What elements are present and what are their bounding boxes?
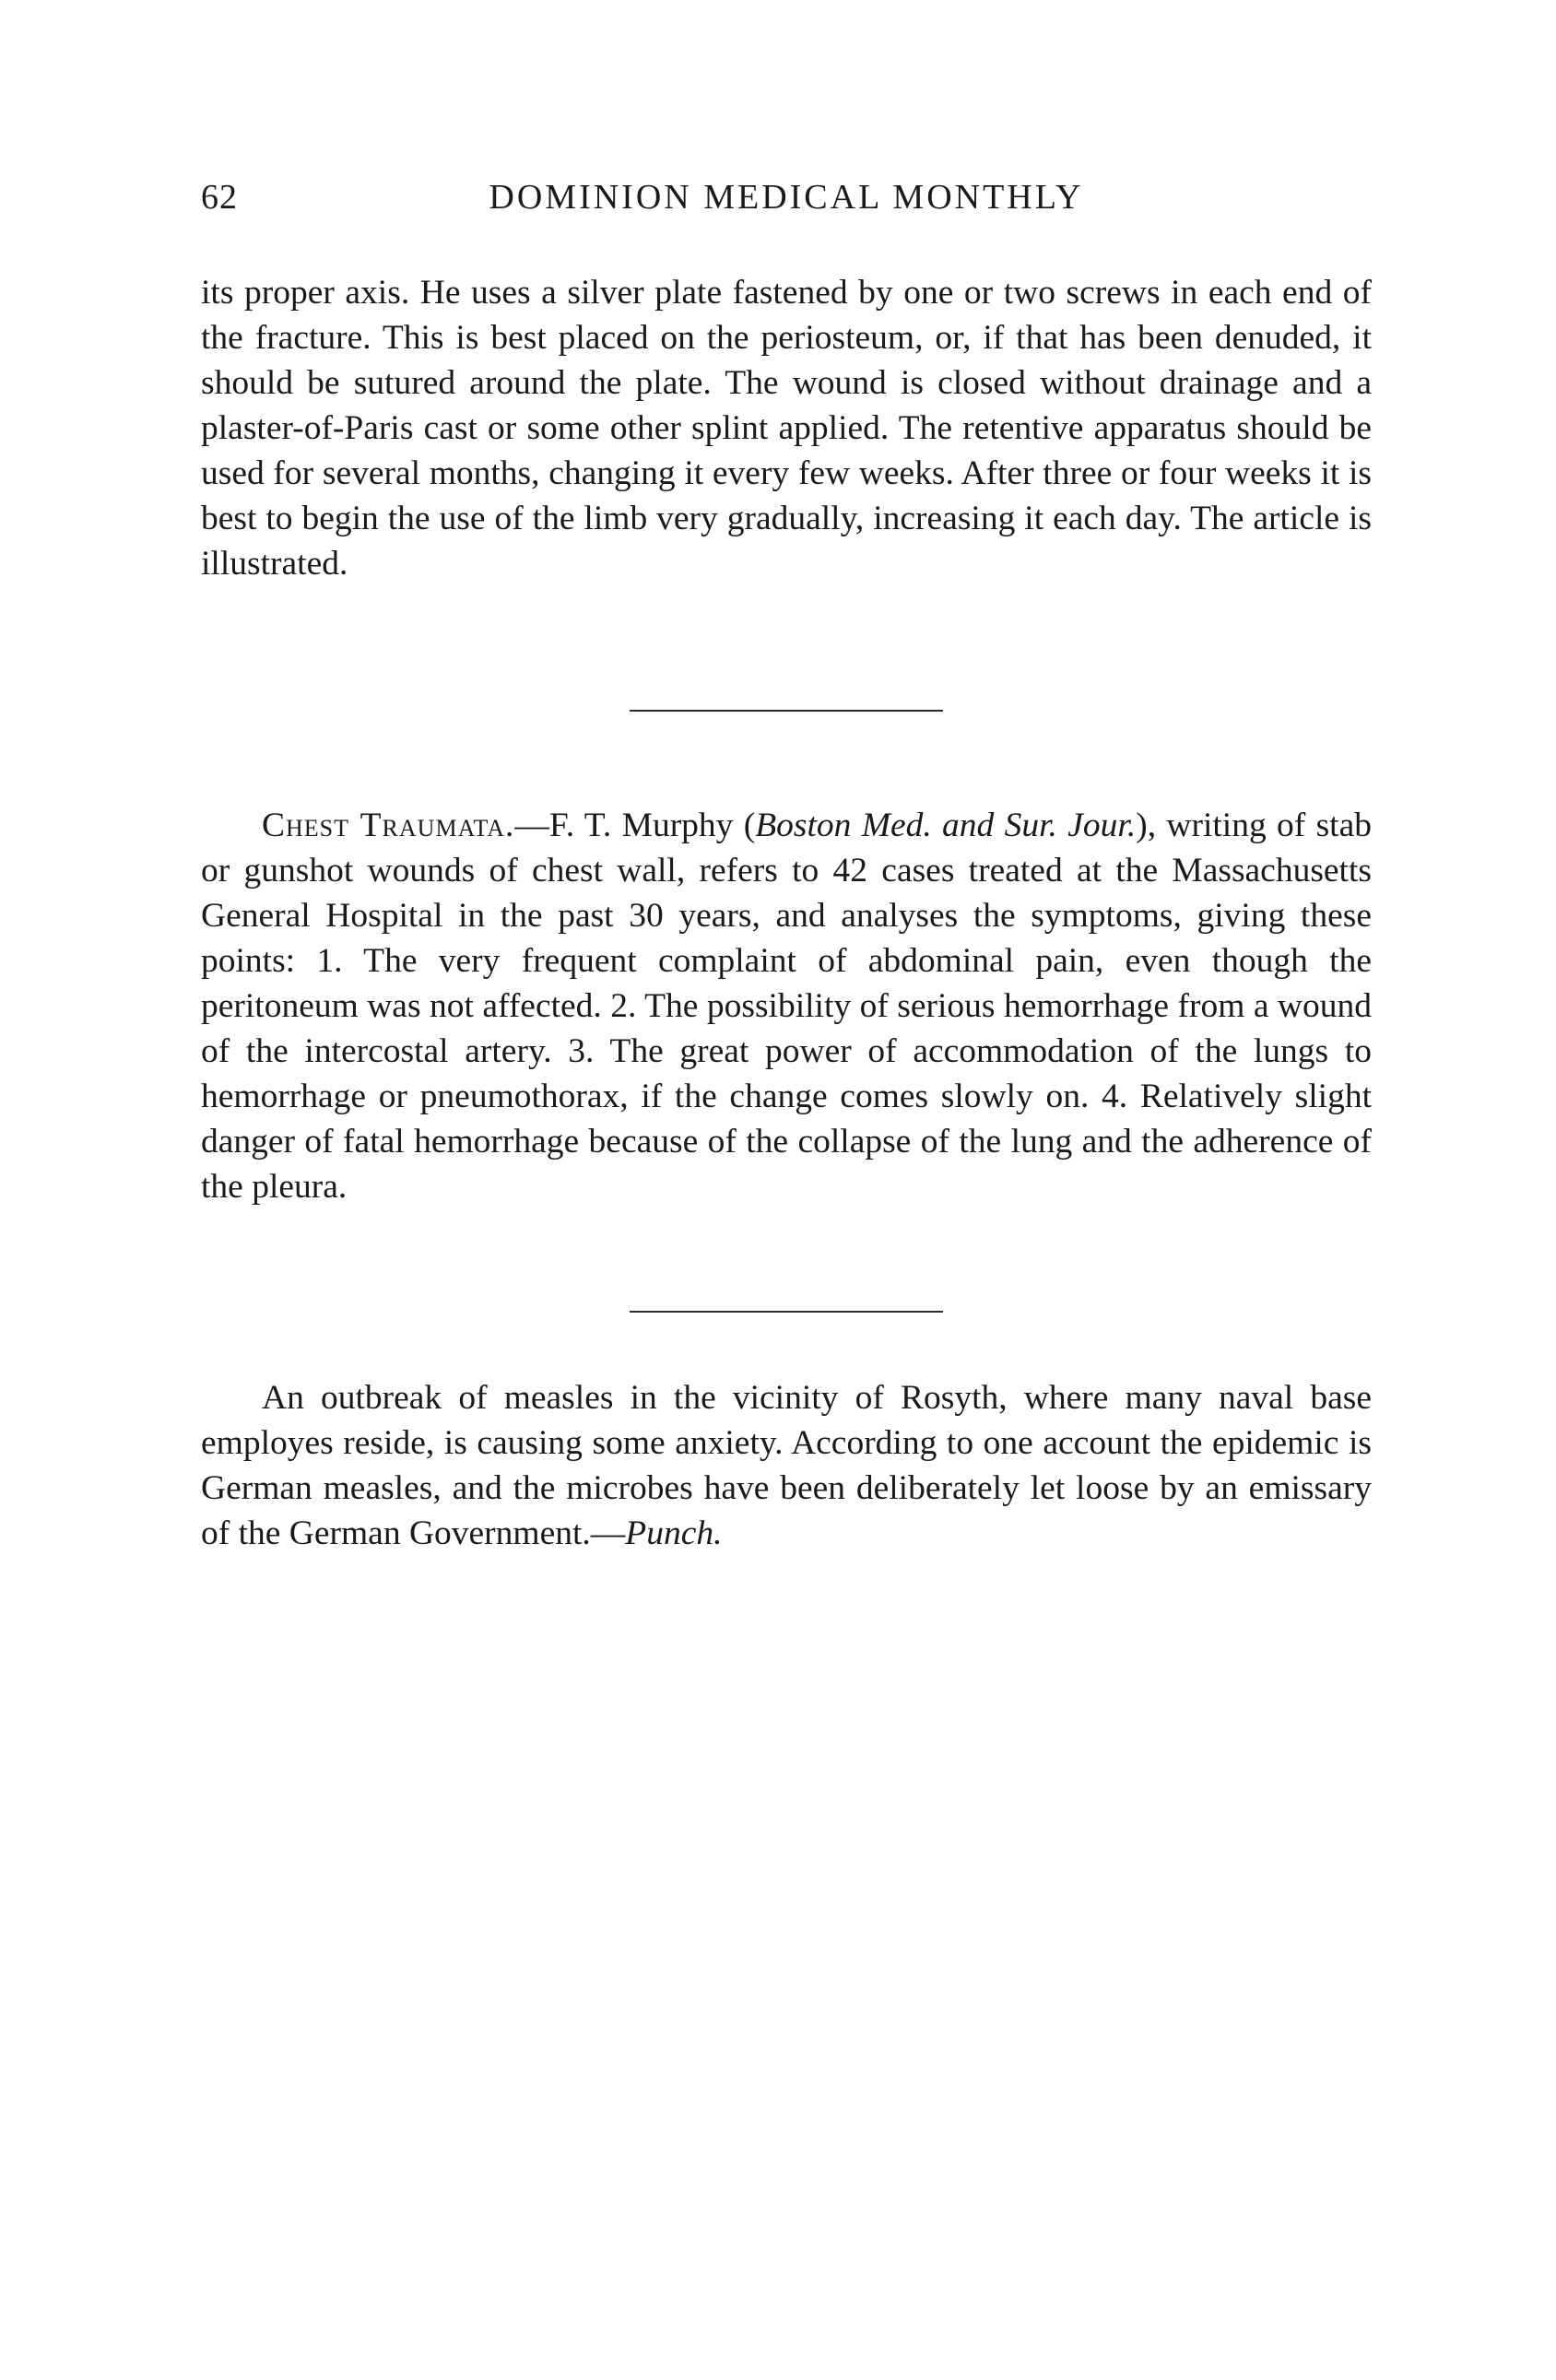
source-citation: Boston Med. and Sur. Jour. [755,807,1137,844]
paragraph-measles-note [201,1375,1372,1556]
author-text: —F. T. Murphy ( [514,807,756,844]
section-heading: Chest Traumata. [262,807,515,844]
attribution: Punch. [625,1514,723,1552]
running-head [201,177,1372,221]
paragraph-body: An outbreak of measles in the vicinity of Rosyth, where many naval base employes reside, is causing some anxiety. According to one account the epidemic is German measles, and the microbes have been deliberately let loose by an emissary of the German Government.— [201,1379,1372,1552]
section-divider [630,710,943,712]
page-number: 62 [201,178,238,217]
section-divider [630,1311,943,1313]
paragraph-fracture-continuation: its proper axis. He uses a silver plate fastened by one or two screws in each end of the fracture. This is best placed on the periosteum, or, if that has been denuded, it should be sutured around the plate. The wound is closed without drainage and a plaster-of-Paris cast or some other splint applied. The retentive apparatus should be used for several months, changing it every few weeks. After three or four weeks it is best to begin the use of the limb very gradually, increasing it each day. The article is illustrated. [201,274,1372,583]
paragraph-chest-traumata [201,803,1372,1209]
journal-title: DOMINION MEDICAL MONTHLY [489,178,1084,217]
paragraph-body: ), writing of stab or gunshot wounds of chest wall, refers to 42 cases treated at the Massachusetts General Hospital in the past 30 years, and analyses the symptoms, giving these points: 1. The very frequent complaint of abdominal pain, even though the peritoneum was not affected. 2. The possibility of serious hemorrhage from a wound of the intercostal artery. 3. The great power of accommodation of the lungs to hemorrhage or pneumothorax, if the change comes slowly on. 4. Relatively slight danger of fatal hemorrhage because of the collapse of the lung and the adherence of the pleura. [201,807,1372,1206]
